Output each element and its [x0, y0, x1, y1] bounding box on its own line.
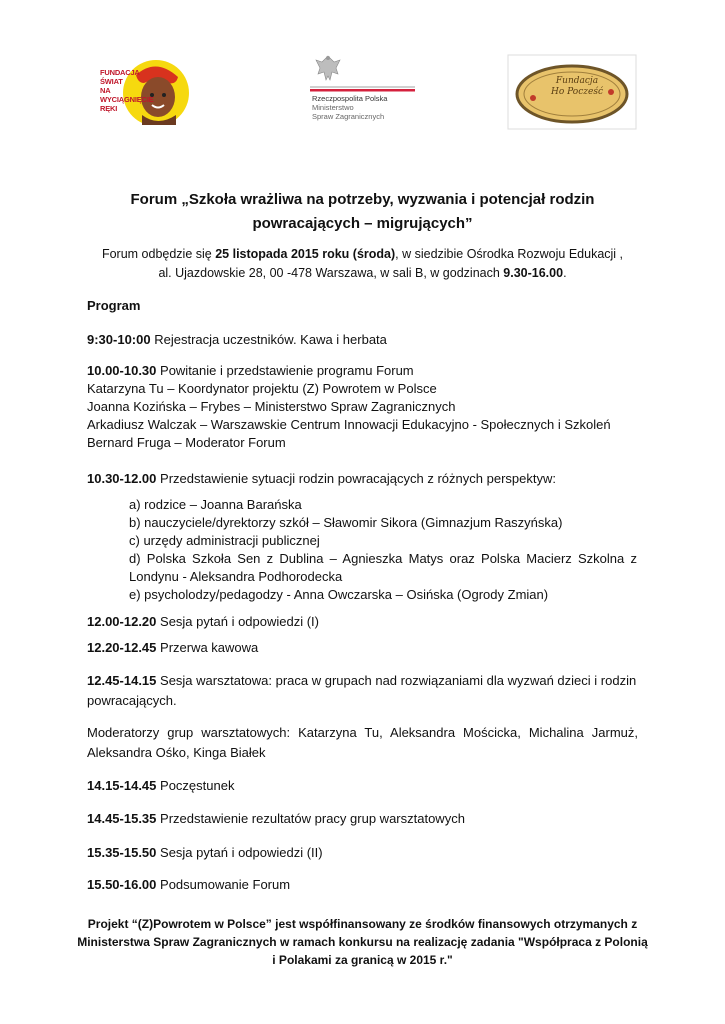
speaker-line: Katarzyna Tu – Koordynator projektu (Z) Powrotem w Polsce	[87, 381, 437, 396]
perspective-item: b) nauczyciele/dyrektorzy szkół – Sławomir Sikora (Gimnazjum Raszyńska)	[129, 515, 563, 530]
perspective-item: Londynu - Aleksandra Podhorodecka	[129, 569, 343, 584]
logo-text: Rzeczpospolita Polska	[312, 94, 388, 103]
ministry-logo	[310, 52, 415, 124]
title-line: Forum „Szkoła wrażliwa na potrzeby, wyzwania i potencjał rodzin	[130, 191, 595, 208]
moderators-line: Aleksandra Ośko, Kinga Białek	[87, 745, 266, 760]
session-time: 9:30-10:00	[87, 332, 151, 347]
session-time: 12.45-14.15	[87, 673, 157, 688]
footer-line: Ministerstwa Spraw Zagranicznych w ramach konkursu na realizację zadania "Współpraca z Polonią	[77, 935, 648, 949]
session-text: Rejestracja uczestników. Kawa i herbata	[150, 332, 387, 347]
footer-line: Projekt “(Z)Powrotem w Polsce” jest współfinansowany ze środków finansowych otrzymanych z	[87, 917, 638, 931]
forum-intro	[60, 245, 665, 283]
session-time: 15.35-15.50	[87, 845, 157, 860]
intro-text: .	[563, 266, 567, 280]
intro-text: Forum odbędzie się	[101, 247, 216, 261]
logo-text: RĘKI	[100, 104, 118, 113]
session-text: Przedstawienie sytuacji rodzin powracających z różnych perspektyw:	[156, 471, 556, 486]
speaker-line: Arkadiusz Walczak – Warszawskie Centrum Innowacji Edukacyjno - Społecznych i Szkoleń	[87, 417, 611, 432]
title-line: powracających – migrujących”	[252, 215, 473, 232]
session-text: Sesja warsztatowa: praca w grupach nad rozwiązaniami dla wyzwań dzieci i rodzin	[156, 673, 637, 688]
session-text: Przedstawienie rezultatów pracy grup warsztatowych	[156, 811, 465, 826]
session-text: Sesja pytań i odpowiedzi (I)	[156, 614, 319, 629]
session-text: Poczęstunek	[156, 778, 235, 793]
session-time: 14.45-15.35	[87, 811, 157, 826]
moderators-line: Moderatorzy grup warsztatowych: Katarzyna Tu, Aleksandra Mościcka, Michalina Jarmuż,	[87, 725, 638, 740]
session-time: 14.15-14.45	[87, 778, 157, 793]
session-7	[87, 777, 234, 795]
session-1	[87, 331, 387, 349]
forum-title	[60, 188, 665, 236]
session-9	[87, 844, 323, 862]
funding-note	[60, 915, 665, 969]
footer-line: i Polakami za granicą w 2015 r."	[272, 953, 453, 967]
session-5	[87, 639, 258, 657]
session-6	[87, 672, 636, 690]
session-2	[87, 362, 414, 380]
logo-text: Spraw Zagranicznych	[312, 112, 385, 121]
intro-date: 25 listopada 2015 roku (środa)	[215, 247, 396, 261]
logo-text: Ho Pocześć	[550, 87, 603, 97]
program-heading-text: Program	[87, 298, 141, 313]
logo-text: NA	[100, 86, 111, 95]
logo-text: WYCIĄGNIĘCIE	[100, 95, 154, 104]
session-text: Powitanie i przedstawienie programu Forum	[156, 363, 414, 378]
intro-address: al. Ujazdowskie 28, 00 -478 Warszawa, w sali B, w godzinach	[158, 266, 504, 280]
session-time: 10.00-10.30	[87, 363, 157, 378]
session-3	[87, 470, 556, 488]
session-time: 15.50-16.00	[87, 877, 157, 892]
intro-text: , w siedzibie Ośrodka Rozwoju Edukacji ,	[395, 247, 624, 261]
session-time: 10.30-12.00	[87, 471, 157, 486]
logo-text: FUNDACJA	[100, 68, 140, 77]
session-text: Sesja pytań i odpowiedzi (II)	[156, 845, 323, 860]
session-4	[87, 613, 319, 631]
perspective-item: c) urzędy administracji publicznej	[129, 533, 320, 548]
logo-text: Fundacja	[555, 76, 599, 86]
session-10	[87, 876, 290, 894]
session-text: powracających.	[87, 693, 177, 708]
logo-text: ŚWIAT	[100, 77, 123, 86]
intro-hours: 9.30-16.00	[503, 266, 564, 280]
logo-text: Ministerstwo	[312, 103, 354, 112]
perspective-item: e) psycholodzy/pedagodzy - Anna Owczarska – Osińska (Ogrody Zmian)	[129, 587, 549, 602]
fundacja-swiat-logo	[98, 55, 196, 125]
speaker-line: Bernard Fruga – Moderator Forum	[87, 435, 286, 450]
session-time: 12.20-12.45	[87, 640, 157, 655]
session-time: 12.00-12.20	[87, 614, 157, 629]
program-heading	[87, 297, 140, 315]
speaker-line: Joanna Kozińska – Frybes – Ministerstwo Spraw Zagranicznych	[87, 399, 456, 414]
fundacja-stamp-logo	[507, 54, 637, 130]
perspective-item: d) Polska Szkoła Sen z Dublina – Agnieszka Matys oraz Polska Macierz Szkolna z	[129, 551, 637, 566]
session-text: Przerwa kawowa	[156, 640, 259, 655]
session-text: Podsumowanie Forum	[156, 877, 291, 892]
session-8	[87, 810, 465, 828]
perspective-item: a) rodzice – Joanna Barańska	[129, 497, 302, 512]
